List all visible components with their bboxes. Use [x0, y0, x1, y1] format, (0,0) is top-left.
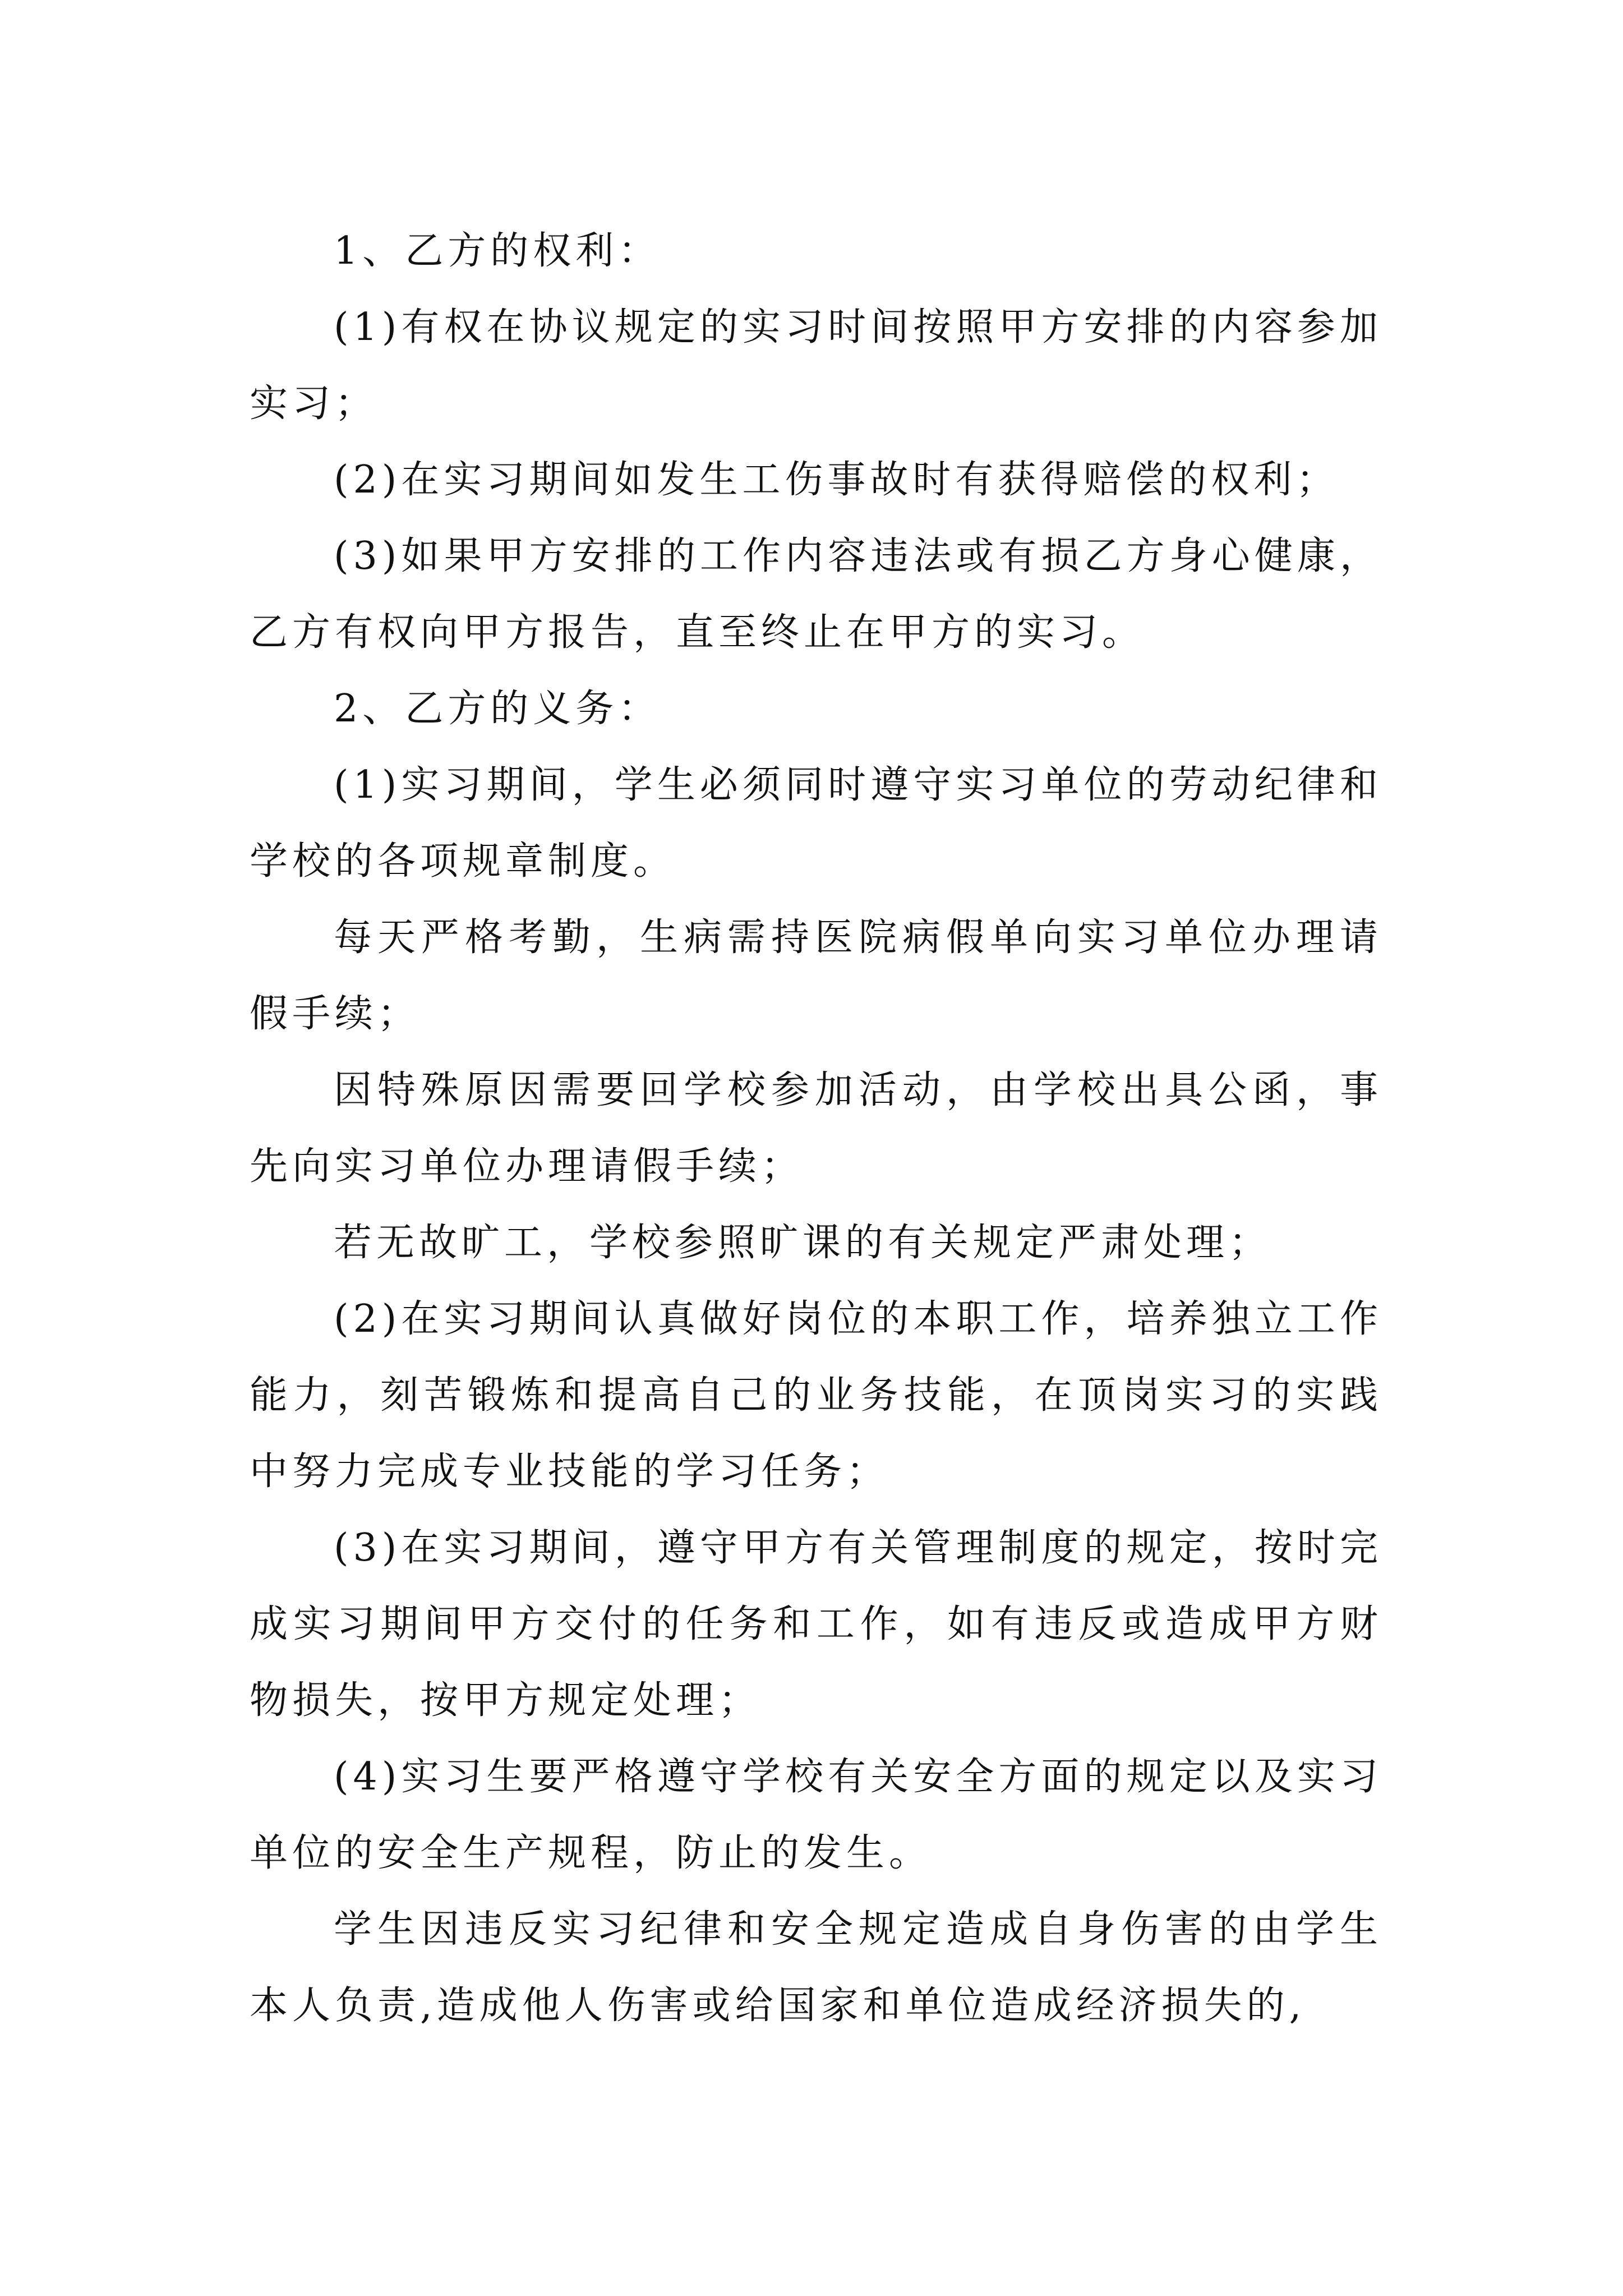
obligations-paragraph-leave: 因特殊原因需要回学校参加活动，由学校出具公函，事先向实习单位办理请假手续； [250, 1068, 1382, 1189]
obligations-paragraph-absence: 若无故旷工，学校参照旷课的有关规定严肃处理； [334, 1221, 1272, 1265]
obligations-paragraph-attendance: 每天严格考勤，生病需持医院病假单向实习单位办理请假手续； [250, 915, 1382, 1036]
obligations-item-2: (2)在实习期间认真做好岗位的本职工作，培养独立工作能力，刻苦锻炼和提高自己的业务技能，在顶岗实习的实践中努力完成专业技能的学习任务； [250, 1297, 1382, 1494]
obligations-item-4: (4)实习生要严格遵守学校有关安全方面的规定以及实习单位的安全生产规程，防止的发生。 [250, 1755, 1382, 1875]
rights-item-1: (1)有权在协议规定的实习时间按照甲方安排的内容参加实习； [250, 305, 1382, 426]
obligations-item-1: (1)实习期间，学生必须同时遵守实习单位的劳动纪律和学校的各项规章制度。 [250, 763, 1382, 884]
document-body [250, 213, 1382, 2044]
liability-paragraph: 学生因违反实习纪律和安全规定造成自身伤害的由学生本人负责,造成他人伤害或给国家和单位造成经济损失的, [250, 1907, 1382, 2028]
rights-item-3: (3)如果甲方安排的工作内容违法或有损乙方身心健康，乙方有权向甲方报告，直至终止在甲方的实习。 [250, 534, 1382, 655]
section-heading-obligations: 2、乙方的义务： [334, 687, 661, 731]
rights-item-2: (2)在实习期间如发生工伤事故时有获得赔偿的权利； [334, 458, 1339, 502]
section-heading-rights: 1、乙方的权利： [334, 229, 661, 273]
obligations-item-3: (3)在实习期间，遵守甲方有关管理制度的规定，按时完成实习期间甲方交付的任务和工作，如有违反或造成甲方财物损失，按甲方规定处理； [250, 1526, 1382, 1723]
